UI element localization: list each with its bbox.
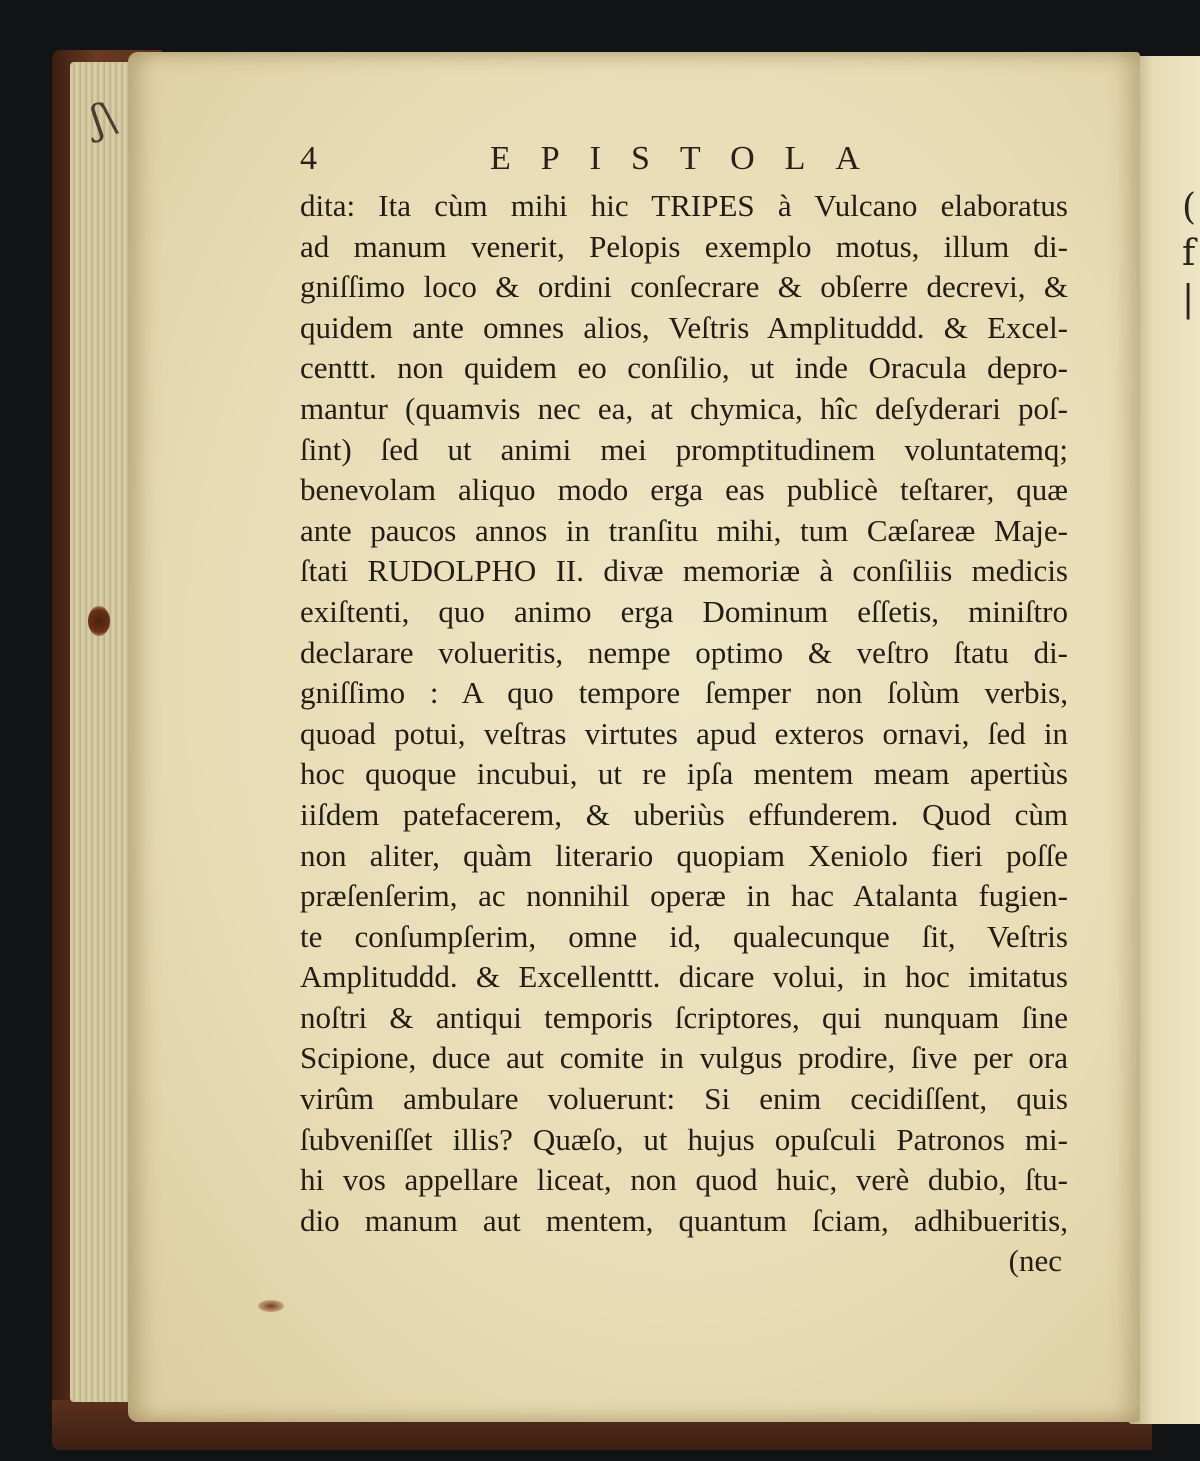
facing-page-glyph: ( xyxy=(1182,187,1197,228)
text-line: iiſdem patefacerem, & uberiùs effunderem. Quod cùm xyxy=(300,796,1068,832)
running-head: EPISTOLA xyxy=(490,140,890,177)
text-line: non aliter, quàm literario quopiam Xeniolo fieri poſſe xyxy=(300,837,1068,873)
text-line: mantur (quamvis nec ea, at chymica, hîc deſyderari poſ- xyxy=(300,390,1068,426)
page-header xyxy=(300,140,1060,186)
text-line: ad manum venerit, Pelopis exemplo motus, illum di- xyxy=(300,228,1068,264)
text-line: virûm ambulare voluerunt: Si enim cecidiſſent, quis xyxy=(300,1081,1068,1117)
text-line: benevolam aliquo modo erga eas publicè teſtarer, quæ xyxy=(300,472,1068,508)
text-line: dita: Ita cùm mihi hic TRIPES à Vulcano elaboratus xyxy=(300,188,1068,223)
margin-marks: ʃ\ xyxy=(88,94,121,144)
text-line: Scipione, duce aut comite in vulgus prodire, ſive per ora xyxy=(300,1040,1068,1076)
body-text xyxy=(300,186,1080,1282)
text-line: ante paucos annos in tranſitu mihi, tum Cæſareæ Maje- xyxy=(300,512,1068,548)
facing-page-glyph: | xyxy=(1182,279,1195,320)
text-line: gniſſimo : A quo tempore ſemper non ſolùm verbis, xyxy=(300,675,1068,711)
text-line: quidem ante omnes alios, Veſtris Amplituddd. & Excel- xyxy=(300,309,1068,345)
facing-page-glyph: f xyxy=(1182,233,1196,274)
text-line: quoad potui, veſtras virtutes apud exteros ornavi, ſed in xyxy=(300,715,1068,751)
text-line: te conſumpſerim, omne id, qualecunque ſit, Veſtris xyxy=(300,918,1068,954)
page-number: 4 xyxy=(300,140,317,177)
text-line: Amplituddd. & Excellenttt. dicare volui, in hoc imitatus xyxy=(300,959,1068,995)
text-line: præſenſerim, ac nonnihil operæ in hac Atalanta fugien- xyxy=(300,878,1068,914)
text-line: centtt. non quidem eo conſilio, ut inde Oracula depro- xyxy=(300,350,1068,386)
text-line: hi vos appellare liceat, non quod huic, verè dubio, ſtu- xyxy=(300,1162,1068,1198)
text-line: declarare volueritis, nempe optimo & veſtro ſtatu di- xyxy=(300,634,1068,670)
text-line: ſtati RUDOLPHO II. divæ memoriæ à conſiliis medicis xyxy=(300,553,1068,589)
ink-stain xyxy=(88,606,110,636)
text-line: gniſſimo loco & ordini conſecrare & obſerre decrevi, & xyxy=(300,269,1068,305)
text-line: hoc quoque incubui, ut re ipſa mentem meam apertiùs xyxy=(300,756,1068,792)
text-line: ſubveniſſet illis? Quæſo, ut hujus opuſculi Patronos mi- xyxy=(300,1121,1068,1157)
catchword: (nec xyxy=(1008,1243,1062,1279)
text-line: noſtri & antiqui temporis ſcriptores, qui nunquam ſine xyxy=(300,999,1068,1035)
text-line: dio manum aut mentem, quantum ſciam, adhibueritis, xyxy=(300,1202,1068,1238)
text-line: exiſtenti, quo animo erga Dominum eſſetis, miniſtro xyxy=(300,593,1068,629)
text-line: ſint) ſed ut animi mei promptitudinem voluntatemq; xyxy=(300,431,1068,467)
foxing-stain xyxy=(258,1300,284,1312)
